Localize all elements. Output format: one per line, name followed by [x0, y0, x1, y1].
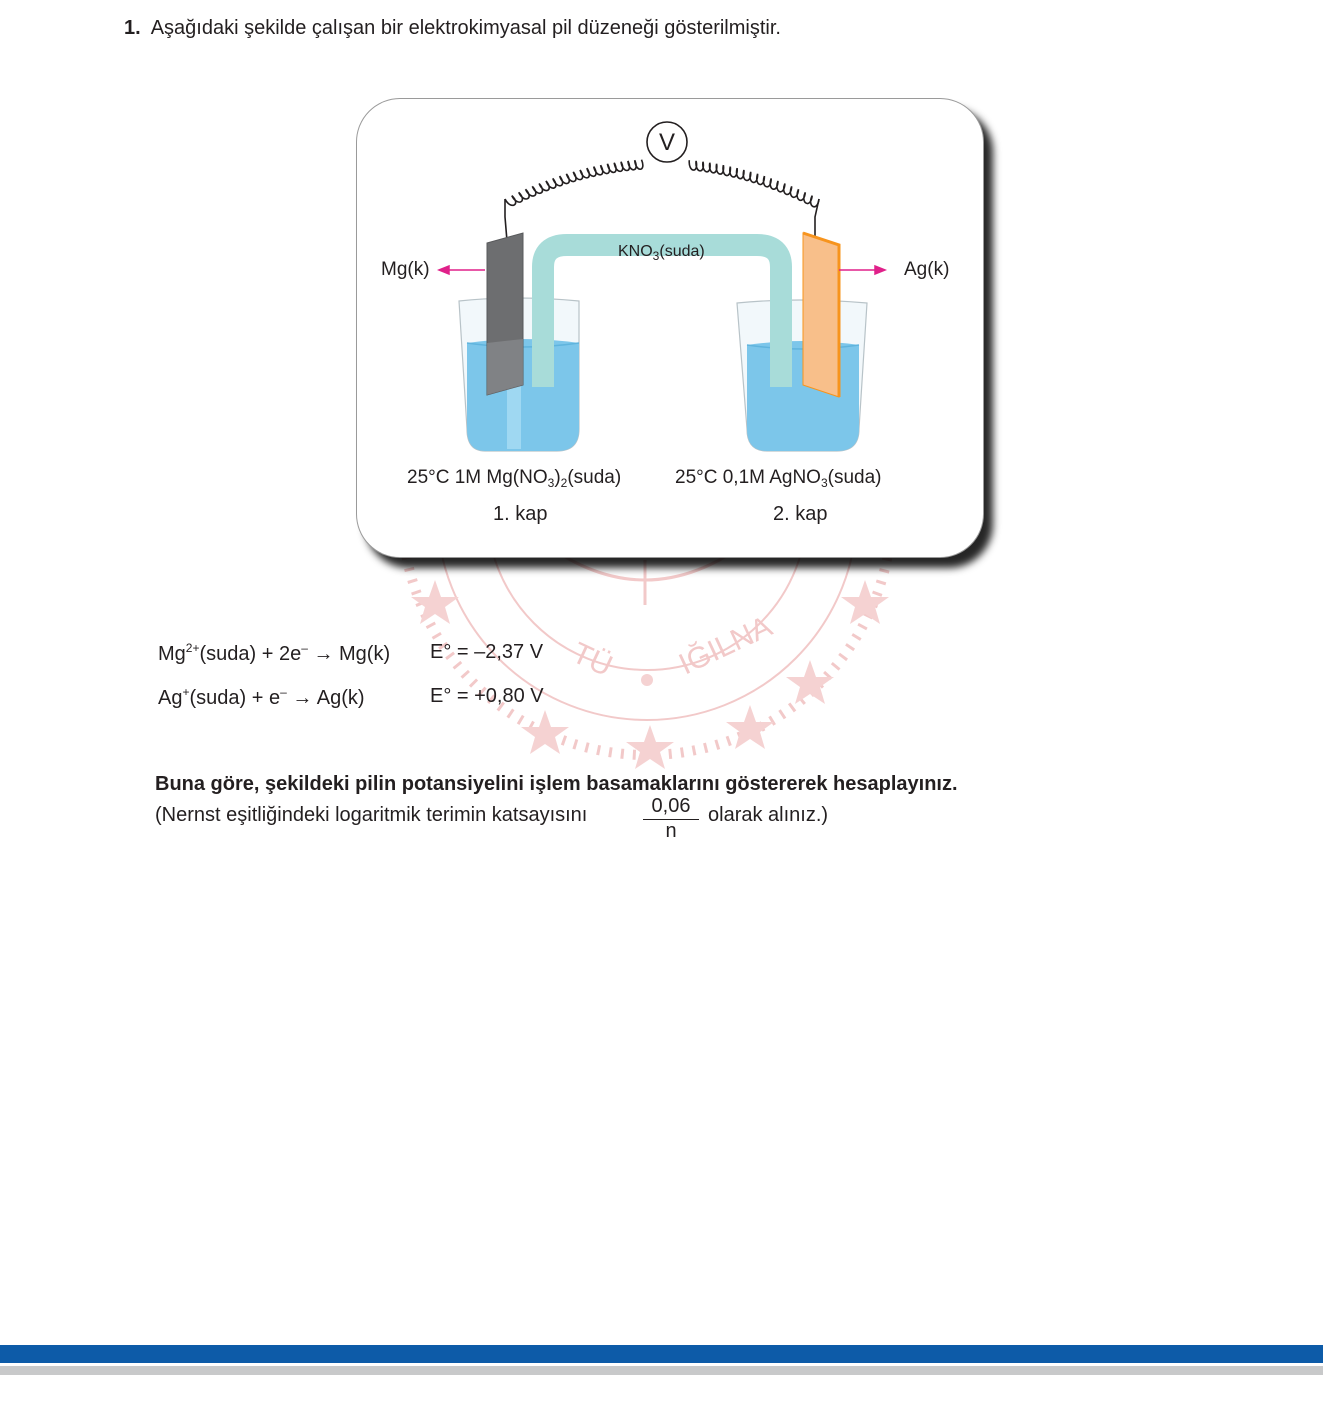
coil-wire	[505, 160, 819, 207]
question-number: 1.	[124, 17, 141, 39]
mg-electrode-label: Mg(k)	[381, 259, 430, 280]
reaction-ag: Ag+(suda) + e– → Ag(k) E° = +0,80 V	[158, 685, 544, 709]
hint-tail: olarak alınız.)	[708, 804, 829, 826]
ag-electrode	[803, 233, 839, 397]
fraction-denominator: n	[665, 820, 677, 842]
footer-blue-bar	[0, 1345, 1323, 1363]
ag-electrode-label: Ag(k)	[904, 259, 950, 280]
cell2-solution-label: 25°C 0,1M AgNO$_3$(suda)	[675, 467, 882, 490]
beaker-2	[737, 300, 867, 451]
voltmeter-label: V	[658, 129, 676, 156]
coefficient-fraction	[643, 795, 699, 843]
cell1-label: 1. kap	[493, 503, 548, 525]
task-text: Buna göre, şekildeki pilin potansiyelini işlem basamaklarını göstererek hesaplayınız.	[155, 773, 958, 795]
salt-bridge-label: $KNO_3(suda)$	[618, 243, 705, 263]
reaction-mg: $Mg^{2+}(suda) + 2e^- \to Mg(k)$ E° = –2,37 V	[158, 641, 544, 665]
reaction-ag-potential: E° = +0,80 V	[430, 685, 544, 707]
electrochemical-cell-figure	[356, 98, 984, 558]
right-wire	[815, 199, 819, 237]
footer-grey-bar	[0, 1366, 1323, 1375]
cell1-solution-label: 25°C 1M $Mg(NO_3)_2(suda)$	[407, 467, 622, 490]
question-text: Aşağıdaki şekilde çalışan bir elektrokimyasal pil düzeneği gösterilmiştir.	[150, 17, 781, 39]
question-header	[124, 17, 781, 40]
reaction-mg-potential: E° = –2,37 V	[430, 641, 544, 663]
left-wire	[505, 199, 507, 241]
hint-text: (Nernst eşitliğindeki logaritmik terimin katsayısını	[155, 804, 588, 826]
cell2-label: 2. kap	[773, 503, 828, 525]
voltmeter-icon	[647, 122, 687, 162]
watermark-text-bottom: TÜ	[567, 636, 618, 684]
mg-electrode	[487, 233, 523, 395]
fraction-numerator: 0,06	[643, 795, 699, 820]
watermark-text-right: IĞILNA	[674, 609, 778, 682]
